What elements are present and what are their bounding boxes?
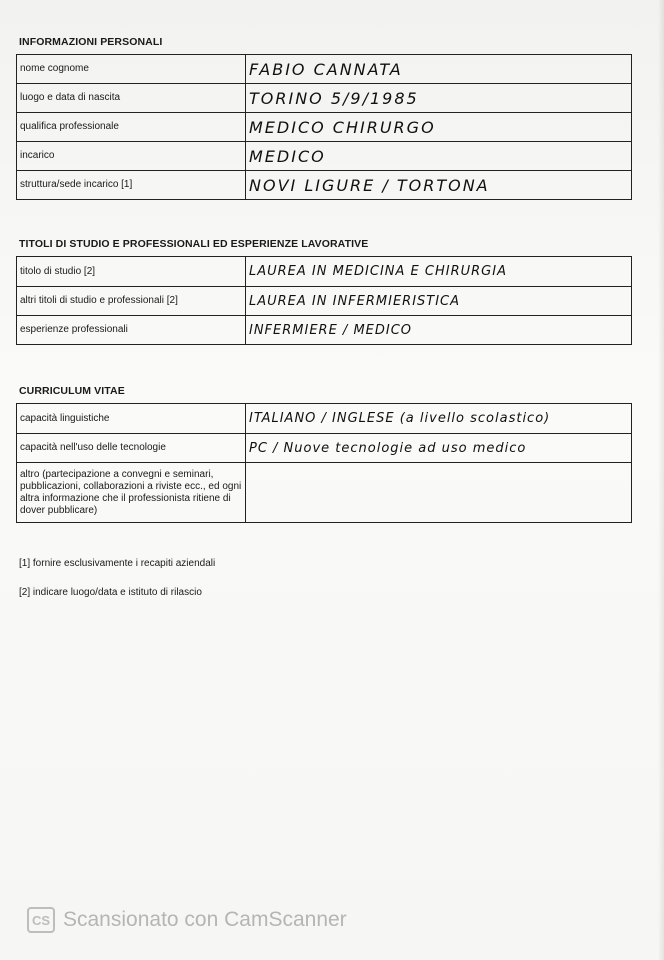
- field-label: esperienze professionali: [17, 316, 246, 345]
- titles-table: [16, 256, 632, 345]
- table-row: [17, 287, 632, 316]
- field-label: capacità nell'uso delle tecnologie: [17, 434, 246, 463]
- table-row: [17, 142, 632, 171]
- table-row: [17, 434, 632, 463]
- footnote-2: [2] indicare luogo/data e istituto di rilascio: [19, 587, 202, 598]
- handwritten-value: INFERMIERE / MEDICO: [246, 316, 632, 345]
- field-label: titolo di studio [2]: [17, 257, 246, 287]
- table-row: [17, 404, 632, 434]
- field-label: altri titoli di studio e professionali [2]: [17, 287, 246, 316]
- section-title-personal: INFORMAZIONI PERSONALI: [19, 36, 163, 48]
- camscanner-logo-icon: CS: [27, 907, 55, 933]
- handwritten-value: ITALIANO / INGLESE (a livello scolastico): [246, 404, 632, 434]
- section-title-titles: TITOLI DI STUDIO E PROFESSIONALI ED ESPERIENZE LAVORATIVE: [19, 238, 369, 250]
- handwritten-value: FABIO CANNATA: [246, 55, 632, 84]
- handwritten-value: MEDICO: [246, 142, 632, 171]
- field-label: incarico: [17, 142, 246, 171]
- handwritten-value: MEDICO CHIRURGO: [246, 113, 632, 142]
- table-row: [17, 257, 632, 287]
- handwritten-value: LAUREA IN MEDICINA E CHIRURGIA: [246, 257, 632, 287]
- field-label: struttura/sede incarico [1]: [17, 171, 246, 200]
- handwritten-value: LAUREA IN INFERMIERISTICA: [246, 287, 632, 316]
- field-label: luogo e data di nascita: [17, 84, 246, 113]
- table-row: [17, 84, 632, 113]
- handwritten-value: PC / Nuove tecnologie ad uso medico: [246, 434, 632, 463]
- cv-table: [16, 403, 632, 523]
- table-row: [17, 463, 632, 523]
- page-edge-shadow: [658, 0, 664, 960]
- section-title-cv: CURRICULUM VITAE: [19, 385, 125, 397]
- footnote-1: [1] fornire esclusivamente i recapiti aziendali: [19, 558, 216, 569]
- field-label: capacità linguistiche: [17, 404, 246, 434]
- table-row: [17, 55, 632, 84]
- field-label: nome cognome: [17, 55, 246, 84]
- handwritten-value: TORINO 5/9/1985: [246, 84, 632, 113]
- watermark-text: Scansionato con CamScanner: [63, 908, 347, 931]
- handwritten-value: [246, 463, 632, 523]
- field-label: qualifica professionale: [17, 113, 246, 142]
- table-row: [17, 113, 632, 142]
- camscanner-watermark: [27, 907, 347, 933]
- table-row: [17, 316, 632, 345]
- handwritten-value: NOVI LIGURE / TORTONA: [246, 171, 632, 200]
- personal-info-table: [16, 54, 632, 200]
- table-row: [17, 171, 632, 200]
- field-label: altro (partecipazione a convegni e seminari, pubblicazioni, collaborazioni a riviste ecc., ed ogni altra informazione che il professionista ritiene di dover pubblicare): [17, 463, 246, 523]
